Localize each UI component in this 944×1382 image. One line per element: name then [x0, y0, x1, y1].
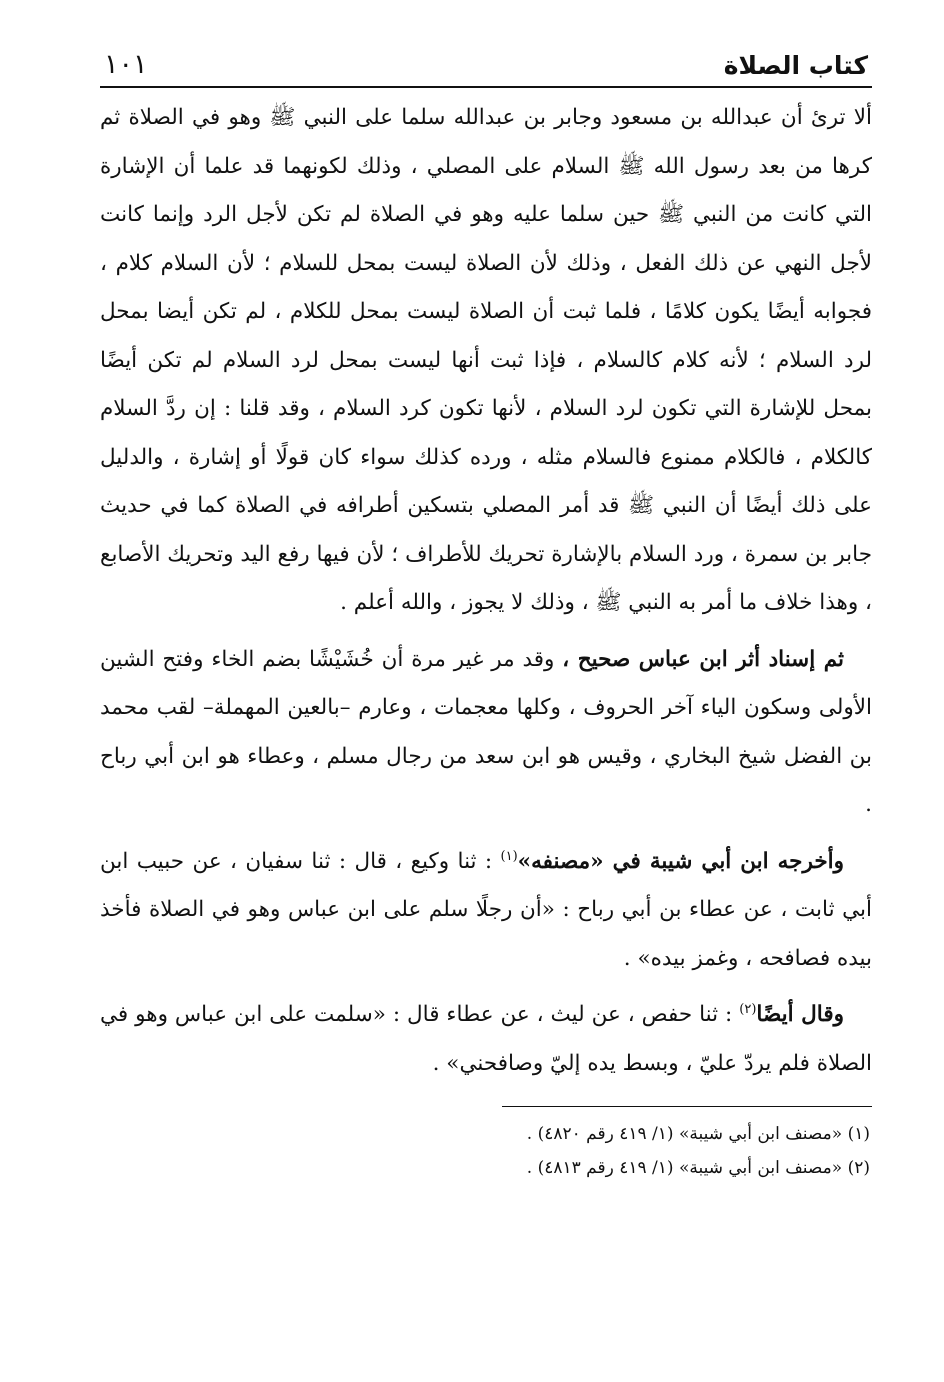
paragraph: [100, 838, 872, 984]
paragraph: [100, 636, 872, 830]
paragraph: [100, 991, 872, 1088]
footnote: (١) «مصنف ابن أبي شيبة» (١/ ٤١٩ رقم ٤٨٢٠) .: [526, 1124, 870, 1144]
footnotes: [100, 1117, 872, 1185]
paragraph-lead: وقال أيضًا: [756, 1002, 844, 1027]
page-number: ١٠١: [104, 49, 148, 80]
footnote-divider: [502, 1106, 872, 1107]
body-text: [100, 94, 872, 1088]
paragraph-text: وقد مر غير مرة أن خُشَيْشًا بضم الخاء وفتح الشين الأولى وسكون الياء آخر الحروف ، وكلها معجمات ، وعارم –بالعين المهملة– لقب محمد بن الفضل شيخ البخاري ، وقيس هو ابن سعد من رجال مسلم ، وعطاء هو ابن أبي رباح .: [100, 646, 872, 817]
paragraph-text: ألا ترئ أن عبدالله بن مسعود وجابر بن عبدالله سلما على النبي ﷺ وهو في الصلاة ثم كرها من بعد رسول الله ﷺ السلام على المصلي ، وذلك لكونهما قد علما أن الإشارة التي كانت من النبي ﷺ حين سلما عليه وهو في الصلاة لم تكن لأجل الرد وإنما كانت لأجل النهي عن ذلك الفعل ، وذلك لأن الصلاة ليست بمحل للسلام ؛ لأن السلام كلام ، فجوابه أيضًا يكون كلامًا ، فلما ثبت أن الصلاة ليست بمحل للكلام ، لم تكن أيضا بمحل لرد السلام ؛ لأنه كلام كالسلام ، فإذا ثبت أنها ليست بمحل لرد السلام لم تكن أيضًا بمحل للإشارة التي تكون لرد السلام ، لأنها تكون كرد السلام ، وقد قلنا : إن ردَّ السلام كالكلام ، فالكلام ممنوع فالسلام مثله ، ورده كذلك سواء كان قولًا أو إشارة ، والدليل على ذلك أيضًا أن النبي ﷺ قد أمر المصلي بتسكين أطرافه في الصلاة كما في حديث جابر بن سمرة ، ورد السلام بالإشارة تحريك للأطراف ؛ لأن فيها رفع اليد وتحريك الأصابع ، وهذا خلاف ما أمر به النبي ﷺ ، وذلك لا يجوز ، والله أعلم .: [100, 105, 872, 615]
footnote-reference: (١): [500, 848, 518, 864]
paragraph: [100, 94, 872, 628]
footnote-reference: (٢): [739, 1001, 757, 1017]
paragraph-lead: ثم إسناد أثر ابن عباس صحيح ،: [562, 646, 844, 672]
paragraph-text: : ثنا وكيع ، قال : ثنا سفيان ، عن حبيب ابن أبي ثابت ، عن عطاء بن أبي رباح : «أن رجلًا سلم على ابن عباس وهو في الصلاة فأخذ بيده فصافحه ، وغمز بيده» .: [100, 848, 872, 971]
paragraph-text: : ثنا حفص ، عن ليث ، عن عطاء قال : «سلمت على ابن عباس وهو في الصلاة فلم يردّ عليّ ، وبسط يده إليّ وصافحني» .: [100, 1002, 872, 1076]
paragraph-lead: وأخرجه ابن أبي شيبة في «مصنفه»: [517, 848, 844, 874]
footnote: (٢) «مصنف ابن أبي شيبة» (١/ ٤١٩ رقم ٤٨١٣) .: [526, 1158, 870, 1178]
chapter-title: كتاب الصلاة: [723, 51, 868, 80]
running-header: [100, 28, 872, 88]
